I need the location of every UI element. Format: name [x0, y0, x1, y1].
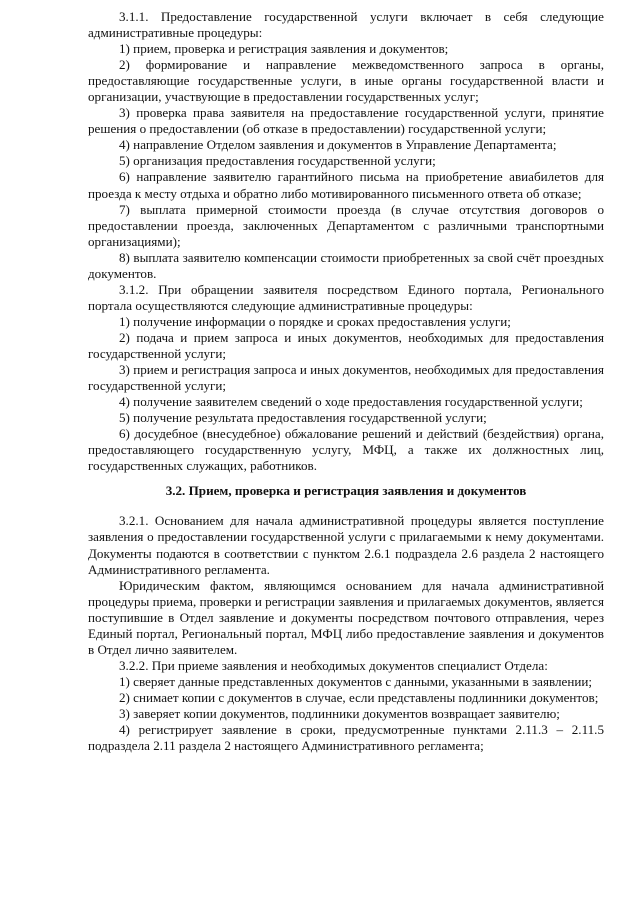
paragraph-3-2-2-intro: 3.2.2. При приеме заявления и необходимых документов специалист Отдела:: [119, 657, 548, 673]
list-item: 2) формирование и направление межведомственного запроса в органы, предоставляющие государственные услуги, в иные органы государственной власти и организации, участвующие в предоставлении государственных услуг;: [88, 57, 604, 105]
list-item: 2) подача и прием запроса и иных документов, необходимых для предоставления государственной услуги;: [88, 329, 604, 361]
list-item: 4) регистрирует заявление в сроки, предусмотренные пунктами 2.11.3 – 2.11.5 подраздела 2.11 раздела 2 настоящего Административного регламента;: [88, 722, 604, 754]
list-item: 6) направление заявителю гарантийного письма на приобретение авиабилетов для проезда к месту отдыха и обратно либо мотивированного письменного ответа об отказе;: [88, 169, 604, 201]
document-page: [88, 9, 604, 754]
list-item: 1) прием, проверка и регистрация заявления и документов;: [119, 41, 449, 57]
list-item: 3) проверка права заявителя на предоставление государственной услуги, принятие решения о предоставлении (об отказе в предоставлении) государственной услуги;: [88, 105, 604, 137]
list-item: 6) досудебное (внесудебное) обжалование решений и действий (бездействия) органа, предоставляющего государственную услугу, МФЦ, а также их должностных лиц, государственных служащих, работников.: [88, 426, 604, 474]
paragraph-3-1-2-intro: 3.1.2. При обращении заявителя посредством Единого портала, Регионального портала осуществляются следующие административные процедуры:: [88, 281, 604, 313]
list-item: 4) направление Отделом заявления и документов в Управление Департамента;: [119, 137, 557, 153]
list-item: 7) выплата примерной стоимости проезда (в случае отсутствия договоров о предоставлении проезда, заключенных Департаментом с различными транспортными организациями);: [88, 201, 604, 249]
paragraph-legal-fact: Юридическим фактом, являющимся основанием для начала административной процедуры приема, проверки и регистрации заявления и прилагаемых документов, является поступившие в Отдел заявление и документы посредством почтового отправления, через Единый портал, Региональный портал, МФЦ либо предоставление заявления и документов в Отдел лично заявителем.: [88, 577, 604, 657]
paragraph-3-1-1-intro: 3.1.1. Предоставление государственной услуги включает в себя следующие административные процедуры:: [88, 9, 604, 41]
list-item: 1) получение информации о порядке и сроках предоставления услуги;: [119, 313, 511, 329]
list-item: 5) организация предоставления государственной услуги;: [119, 153, 436, 169]
list-item: 2) снимает копии с документов в случае, если представлены подлинники документов;: [119, 689, 599, 705]
list-item: 4) получение заявителем сведений о ходе предоставления государственной услуги;: [119, 394, 583, 410]
list-item: 3) заверяет копии документов, подлинники документов возвращает заявителю;: [119, 705, 560, 721]
list-item: 3) прием и регистрация запроса и иных документов, необходимых для предоставления государственной услуги;: [88, 362, 604, 394]
list-item: 8) выплата заявителю компенсации стоимости приобретенных за свой счёт проездных документов.: [88, 249, 604, 281]
list-item: 1) сверяет данные представленных документов с данными, указанными в заявлении;: [119, 673, 592, 689]
paragraph-3-2-1: 3.2.1. Основанием для начала административной процедуры является поступление заявления о предоставлении государственной услуги с прилагаемыми к нему документами. Документы подаются в соответствии с пунктом 2.6.1 подраздела 2.6 раздела 2 настоящего Административного регламента.: [88, 513, 604, 577]
list-item: 5) получение результата предоставления государственной услуги;: [119, 410, 487, 426]
section-heading: 3.2. Прием, проверка и регистрация заявления и документов: [165, 483, 527, 499]
